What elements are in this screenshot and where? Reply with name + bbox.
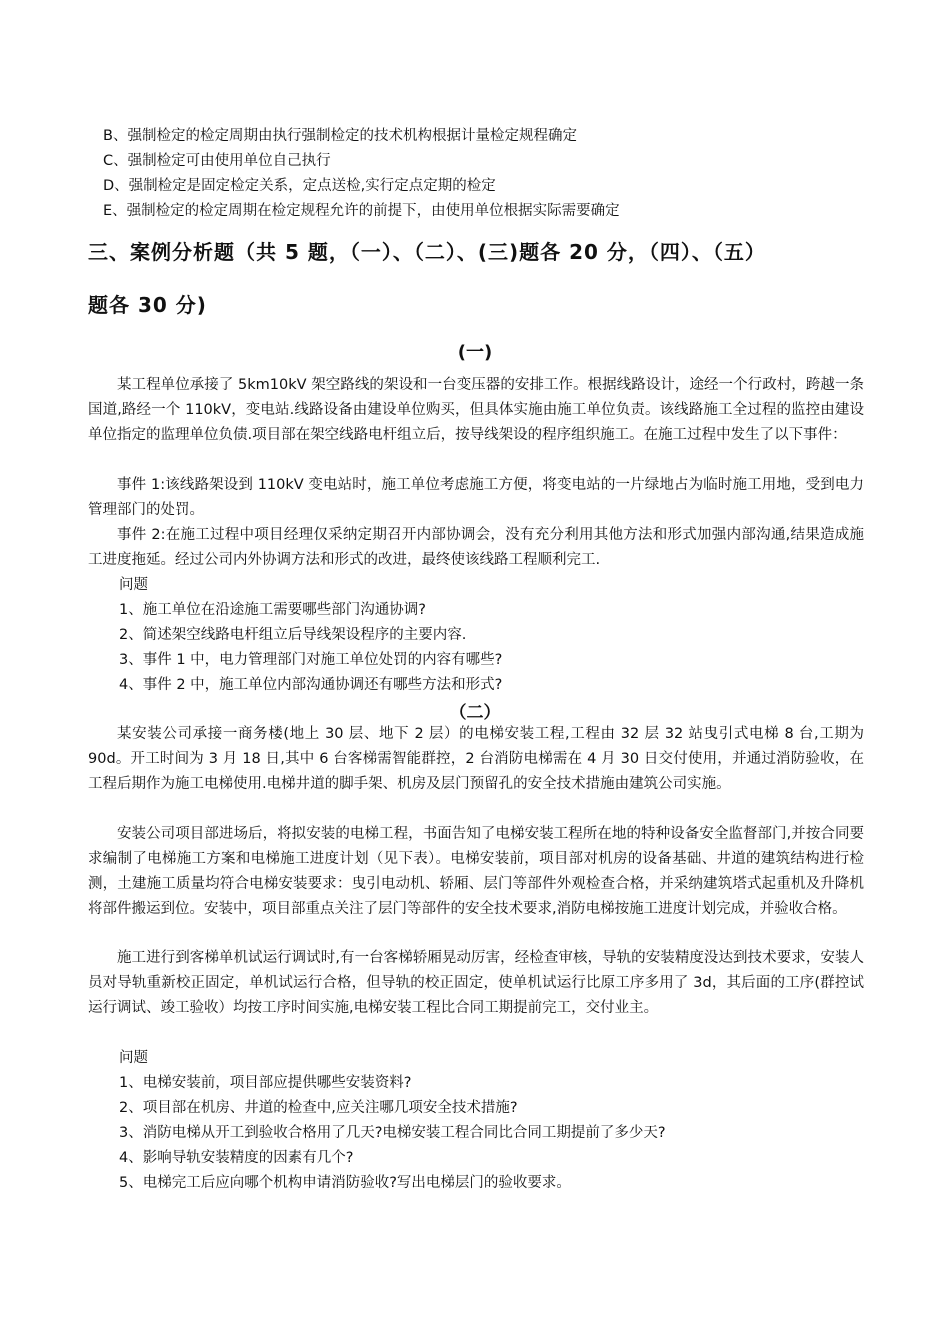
section-title-line1: 三、案例分析题（共 5 题，（一）、（二）、(三)题各 20 分，（四）、（五）	[88, 240, 766, 264]
case1-question-2: 2、简述架空线路电杆组立后导线架设程序的主要内容.	[119, 627, 467, 643]
case1-question-3: 3、事件 1 中，电力管理部门对施工单位处罚的内容有哪些?	[119, 652, 503, 668]
case1-question-1: 1、施工单位在沿途施工需要哪些部门沟通协调?	[119, 602, 426, 618]
option-b: B、强制检定的检定周期由执行强制检定的技术机构根据计量检定规程确定	[103, 128, 577, 144]
option-e: E、强制检定的检定周期在检定规程允许的前提下，由使用单位根据实际需要确定	[103, 203, 620, 219]
case2-paragraph-3: 施工进行到客梯单机试运行调试时,有一台客梯轿厢晃动厉害，经检查审核，导轨的安装精度没达到技术要求，安装人员对导轨重新校正固定，单机试运行合格，但导轨的校正固定，使单机试运行比原工序多用了 3d，其后面的工序(群控试运行调试、竣工验收）均按工序时间实施,电梯安装工程比合同工期提前完工，交付业主。	[88, 950, 864, 1016]
case2-question-4: 4、影响导轨安装精度的因素有几个?	[119, 1150, 354, 1166]
case2-question-2: 2、项目部在机房、井道的检查中,应关注哪几项安全技术措施?	[119, 1100, 518, 1116]
case2-paragraph-2: 安装公司项目部进场后，将拟安装的电梯工程，书面告知了电梯安装工程所在地的特种设备安全监督部门,并按合同要求编制了电梯施工方案和电梯施工进度计划（见下表）。电梯安装前，项目部对机房的设备基础、井道的建筑结构进行检测，土建施工质量均符合电梯安装要求：曳引电动机、轿厢、层门等部件外观检查合格，并采纳建筑塔式起重机及升降机将部件搬运到位。安装中，项目部重点关注了层门等部件的安全技术要求,消防电梯按施工进度计划完成，并验收合格。	[88, 826, 864, 917]
case1-event1: 事件 1:该线路架设到 110kV 变电站时，施工单位考虑施工方便，将变电站的一片绿地占为临时施工用地，受到电力管理部门的处罚。	[88, 477, 864, 518]
case2-heading: （二）	[449, 703, 501, 723]
case1-paragraph: 某工程单位承接了 5km10kV 架空路线的架设和一台变压器的安排工作。根据线路设计，途经一个行政村，跨越一条国道,路经一个 110kV，变电站.线路设备由建设单位购买，但具体实施由施工单位负责。该线路施工全过程的监控由建设单位指定的监理单位负债.项目部在架空线路电杆组立后，按导线架设的程序组织施工。在施工过程中发生了以下事件：	[88, 377, 864, 443]
case1-question-label: 问题	[119, 577, 148, 593]
option-c: C、强制检定可由使用单位自己执行	[103, 153, 331, 169]
case2-question-label: 问题	[119, 1050, 148, 1066]
case1-question-4: 4、事件 2 中，施工单位内部沟通协调还有哪些方法和形式?	[119, 677, 503, 693]
option-d: D、强制检定是固定检定关系，定点送检,实行定点定期的检定	[103, 178, 496, 194]
case2-question-1: 1、电梯安装前，项目部应提供哪些安装资料?	[119, 1075, 412, 1091]
case2-question-5: 5、电梯完工后应向哪个机构申请消防验收?写出电梯层门的验收要求。	[119, 1175, 571, 1191]
case2-question-3: 3、消防电梯从开工到验收合格用了几天?电梯安装工程合同比合同工期提前了多少天?	[119, 1125, 666, 1141]
section-title-line2: 题各 30 分)	[88, 293, 207, 317]
case1-heading: (一)	[457, 342, 493, 363]
case1-event2: 事件 2:在施工过程中项目经理仅采纳定期召开内部协调会，没有充分利用其他方法和形式加强内部沟通,结果造成施工进度拖延。经过公司内外协调方法和形式的改进，最终使该线路工程顺利完工.	[88, 527, 864, 568]
case2-paragraph-1: 某安装公司承接一商务楼(地上 30 层、地下 2 层）的电梯安装工程,工程由 32 层 32 站曳引式电梯 8 台,工期为 90d。开工时间为 3 月 18 日,其中 6 台客梯需智能群控，2 台消防电梯需在 4 月 30 日交付使用，并通过消防验收，在工程后期作为施工电梯使用.电梯井道的脚手架、机房及层门预留孔的安全技术措施由建筑公司实施。	[88, 726, 864, 792]
